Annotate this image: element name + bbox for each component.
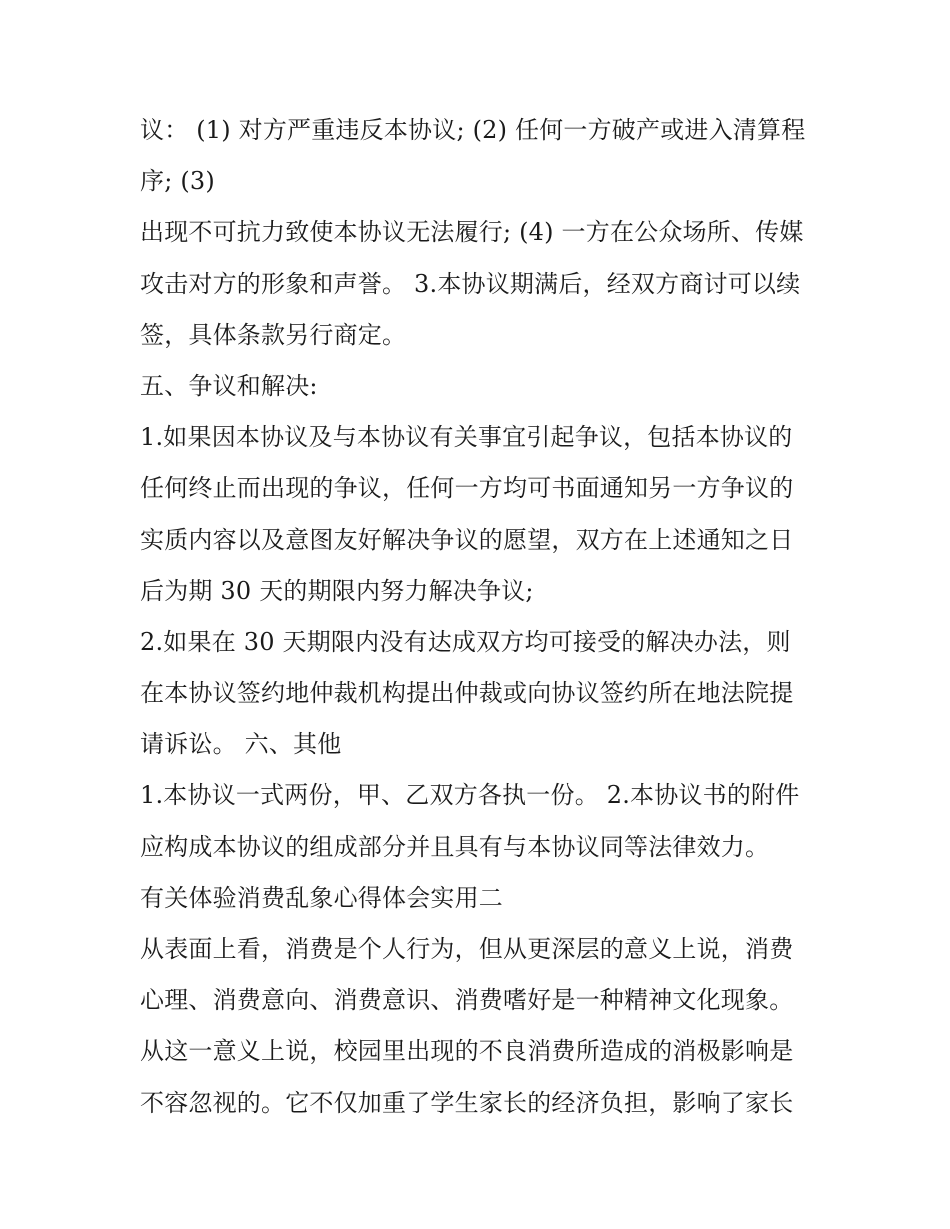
text-line-19: 从这一意义上说，校园里出现的不良消费所造成的消极影响是 (140, 1037, 794, 1066)
text-line-1: 议： (1) 对方严重违反本协议; (2) 任何一方破产或进入清算程 (140, 116, 806, 144)
text-line-8: 任何终止而出现的争议，任何一方均可书面通知另一方争议的 (140, 474, 794, 503)
text-line-13: 请诉讼。 六、其他 (140, 730, 342, 759)
text-line-5: 签，具体条款另行商定。 (140, 320, 407, 349)
section-heading-dispute: 五、争议和解决: (140, 371, 318, 400)
text-line-17: 从表面上看，消费是个人行为，但从更深层的意义上说，消费 (140, 935, 794, 963)
text-line-14: 1.本协议一式两份，甲、乙双方各执一份。 2.本协议书的附件 (140, 781, 800, 810)
text-line-3: 出现不可抗力致使本协议无法履行; (4) 一方在公众场所、传媒 (140, 218, 804, 247)
text-line-12: 在本协议签约地仲裁机构提出仲裁或向协议签约所在地法院提 (140, 679, 794, 708)
text-line-18: 心理、消费意向、消费意识、消费嗜好是一种精神文化现象。 (140, 986, 794, 1015)
text-line-2: 序; (3) (140, 167, 215, 196)
document-body (140, 105, 830, 1129)
text-line-7: 1.如果因本协议及与本协议有关事宜引起争议，包括本协议的 (140, 423, 793, 452)
text-line-20: 不容忽视的。它不仅加重了学生家长的经济负担，影响了家长 (140, 1088, 794, 1117)
text-line-10: 后为期 30 天的期限内努力解决争议; (140, 576, 534, 605)
text-line-11: 2.如果在 30 天期限内没有达成双方均可接受的解决办法，则 (140, 627, 791, 656)
text-line-15: 应构成本协议的组成部分并且具有与本协议同等法律效力。 (140, 832, 770, 861)
text-line-4: 攻击对方的形象和声誉。 3.本协议期满后，经双方商讨可以续 (140, 269, 801, 298)
article-title: 有关体验消费乱象心得体会实用二 (140, 883, 503, 912)
text-line-9: 实质内容以及意图友好解决争议的愿望，双方在上述通知之日 (140, 525, 794, 554)
